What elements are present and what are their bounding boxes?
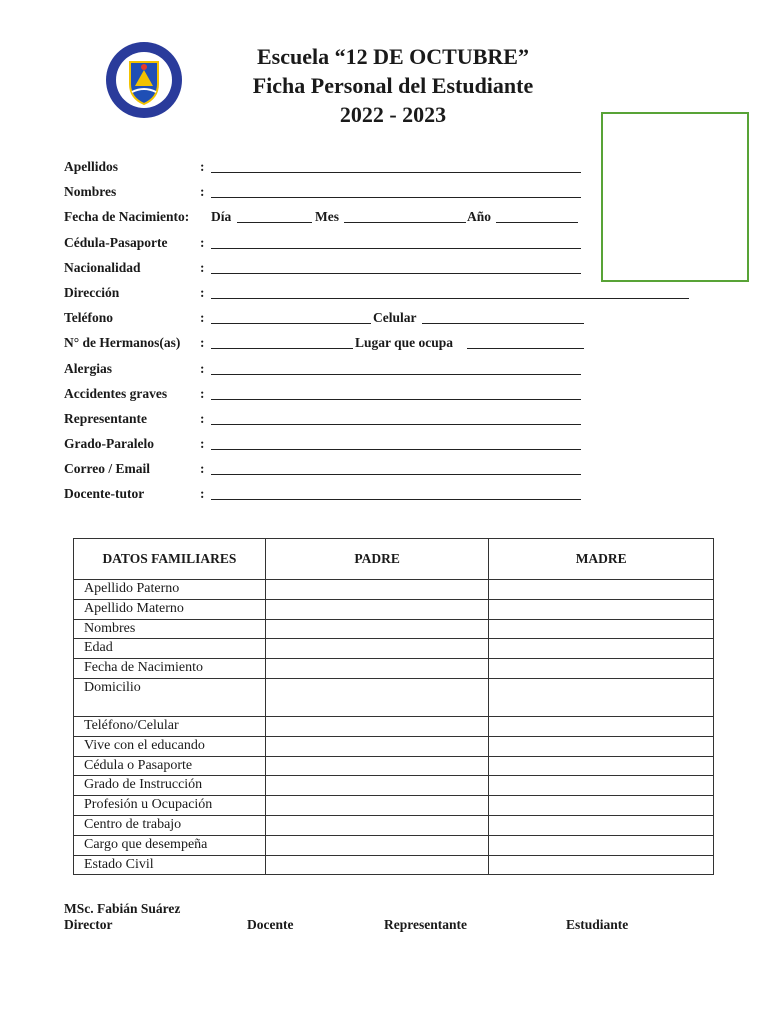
table-row: [74, 678, 714, 716]
field-label: Representante: [64, 410, 147, 426]
field-label: Nacionalidad: [64, 259, 141, 275]
field-telefono: Teléfono : Celular: [64, 308, 724, 333]
field-line[interactable]: [211, 374, 581, 375]
row-label: Fecha de Nacimiento: [74, 659, 266, 679]
family-data-table: [73, 538, 714, 875]
table-row: [74, 716, 714, 736]
ano-line[interactable]: [496, 222, 578, 223]
table-row: [74, 815, 714, 835]
field-apellidos: Apellidos :: [64, 157, 724, 182]
field-accidentes: Accidentes graves :: [64, 384, 724, 409]
table-row: [74, 796, 714, 816]
dia-label: Día: [211, 209, 232, 225]
padre-cell[interactable]: [265, 756, 489, 776]
field-label: Accidentes graves: [64, 385, 168, 401]
lugar-label: Lugar que ocupa: [355, 335, 454, 351]
field-label: Grado-Paralelo: [64, 436, 154, 452]
row-label: Estado Civil: [74, 855, 266, 875]
field-cedula: Cédula-Pasaporte :: [64, 233, 724, 258]
madre-cell[interactable]: [489, 855, 714, 875]
dia-line[interactable]: [237, 222, 312, 223]
row-label: Teléfono/Celular: [74, 716, 266, 736]
madre-cell[interactable]: [489, 776, 714, 796]
field-label: N° de Hermanos(as): [64, 335, 181, 351]
table-row: [74, 580, 714, 600]
table-row: [74, 756, 714, 776]
field-hermanos: N° de Hermanos(as) : Lugar que ocupa: [64, 333, 724, 358]
table-row: [74, 855, 714, 875]
director-name: MSc. Fabián Suárez: [64, 901, 181, 916]
field-correo: Correo / Email :: [64, 459, 724, 484]
hermanos-line[interactable]: [211, 348, 353, 349]
madre-cell[interactable]: [489, 796, 714, 816]
padre-cell[interactable]: [265, 776, 489, 796]
field-alergias: Alergias :: [64, 359, 724, 384]
field-direccion: Dirección :: [64, 283, 724, 308]
row-label: Vive con el educando: [74, 736, 266, 756]
field-label: Teléfono: [64, 310, 114, 326]
padre-cell[interactable]: [265, 835, 489, 855]
field-fecha-nacimiento: [64, 207, 724, 232]
row-label: Domicilio: [74, 678, 266, 716]
table-row: [74, 776, 714, 796]
madre-cell[interactable]: [489, 756, 714, 776]
school-name: Escuela “12 DE OCTUBRE”: [257, 44, 529, 69]
field-label: Nombres: [64, 184, 117, 200]
padre-cell[interactable]: [265, 659, 489, 679]
table-row: [74, 736, 714, 756]
padre-cell[interactable]: [265, 716, 489, 736]
table-row: [74, 599, 714, 619]
field-label: Cédula-Pasaporte: [64, 234, 168, 250]
padre-cell[interactable]: [265, 855, 489, 875]
row-label: Grado de Instrucción: [74, 776, 266, 796]
madre-cell[interactable]: [489, 815, 714, 835]
padre-cell[interactable]: [265, 815, 489, 835]
field-label: Correo / Email: [64, 461, 150, 477]
field-line[interactable]: [211, 424, 581, 425]
form-title: Ficha Personal del Estudiante: [252, 73, 534, 98]
mes-line[interactable]: [344, 222, 466, 223]
field-docente-tutor: Docente-tutor :: [64, 484, 724, 509]
lugar-line[interactable]: [467, 348, 584, 349]
telefono-line[interactable]: [211, 323, 371, 324]
madre-cell[interactable]: [489, 580, 714, 600]
field-line[interactable]: [211, 248, 581, 249]
row-label: Profesión u Ocupación: [74, 796, 266, 816]
school-logo: [104, 40, 184, 120]
field-line[interactable]: [211, 399, 581, 400]
field-grado-paralelo: Grado-Paralelo :: [64, 434, 724, 459]
estudiante-signature-label: Estudiante: [566, 917, 629, 932]
madre-cell[interactable]: [489, 619, 714, 639]
field-line[interactable]: [211, 499, 581, 500]
madre-cell[interactable]: [489, 599, 714, 619]
madre-cell[interactable]: [489, 835, 714, 855]
table-row: [74, 639, 714, 659]
table-row: [74, 659, 714, 679]
padre-cell[interactable]: [265, 678, 489, 716]
row-label: Cargo que desempeña: [74, 835, 266, 855]
field-representante: Representante :: [64, 409, 724, 434]
field-line[interactable]: [211, 298, 689, 299]
header-padre: PADRE: [265, 539, 489, 580]
row-label: Apellido Materno: [74, 599, 266, 619]
table-row: [74, 619, 714, 639]
representante-signature-label: Representante: [384, 917, 467, 932]
field-label: Dirección: [64, 284, 120, 300]
field-label: Alergias: [64, 360, 112, 376]
padre-cell[interactable]: [265, 736, 489, 756]
madre-cell[interactable]: [489, 678, 714, 716]
madre-cell[interactable]: [489, 736, 714, 756]
table-row: [74, 835, 714, 855]
padre-cell[interactable]: [265, 619, 489, 639]
field-line[interactable]: [211, 273, 581, 274]
celular-label: Celular: [373, 310, 417, 326]
padre-cell[interactable]: [265, 796, 489, 816]
field-label: Docente-tutor: [64, 486, 145, 502]
row-label: Cédula o Pasaporte: [74, 756, 266, 776]
student-fields: [64, 157, 724, 510]
celular-line[interactable]: [422, 323, 584, 324]
header-madre: MADRE: [489, 539, 714, 580]
field-line[interactable]: [211, 197, 581, 198]
table-header-row: [74, 539, 714, 580]
madre-cell[interactable]: [489, 659, 714, 679]
mes-label: Mes: [315, 209, 339, 225]
director-title: Director: [64, 917, 113, 932]
padre-cell[interactable]: [265, 639, 489, 659]
row-label: Edad: [74, 639, 266, 659]
field-line[interactable]: [211, 449, 581, 450]
field-nombres: Nombres :: [64, 182, 724, 207]
row-label: Nombres: [74, 619, 266, 639]
school-year: 2022 - 2023: [339, 102, 447, 127]
row-label: Centro de trabajo: [74, 815, 266, 835]
school-shield-seal-icon: [104, 40, 184, 120]
field-line[interactable]: [211, 172, 581, 173]
row-label: Apellido Paterno: [74, 580, 266, 600]
field-label: Apellidos: [64, 159, 119, 174]
docente-signature-label: Docente: [247, 917, 294, 932]
field-label: Fecha de Nacimiento:: [64, 209, 190, 225]
madre-cell[interactable]: [489, 639, 714, 659]
padre-cell[interactable]: [265, 580, 489, 600]
header-datos-familiares: DATOS FAMILIARES: [74, 539, 266, 580]
field-nacionalidad: Nacionalidad :: [64, 258, 724, 283]
document-header: [200, 42, 586, 129]
madre-cell[interactable]: [489, 716, 714, 736]
field-line[interactable]: [211, 474, 581, 475]
padre-cell[interactable]: [265, 599, 489, 619]
ano-label: Año: [467, 209, 492, 225]
